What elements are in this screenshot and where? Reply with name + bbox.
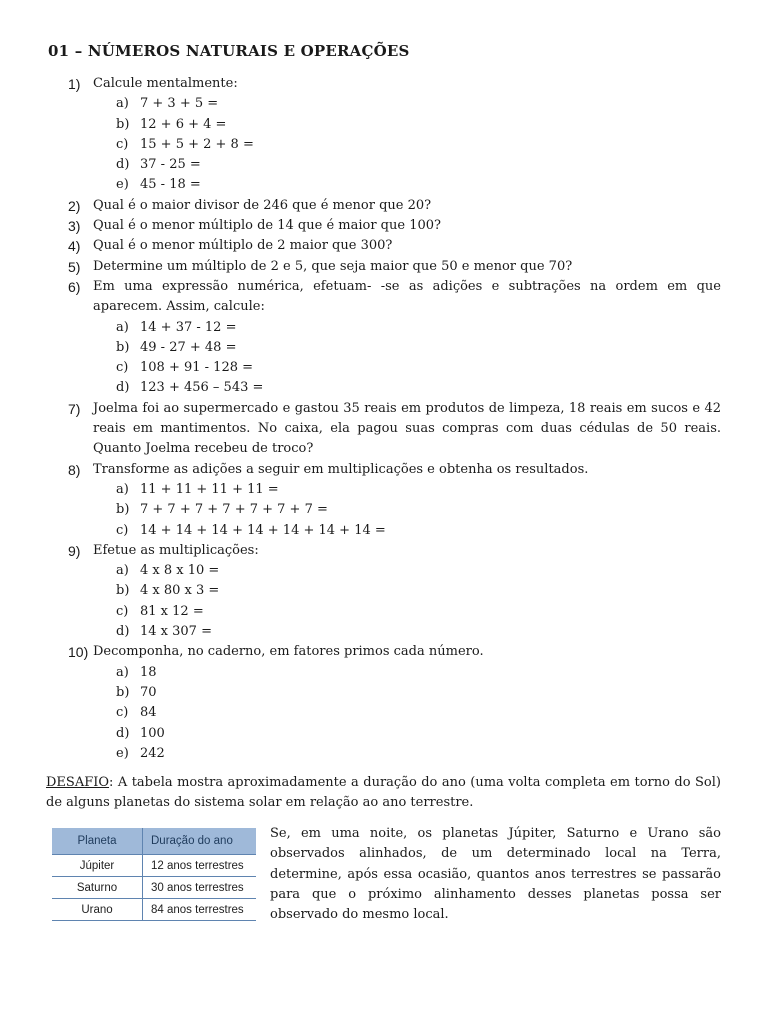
sub-item-text: 81 x 12 = <box>140 603 204 619</box>
sub-item-label: a) <box>116 563 129 579</box>
sub-item <box>0 338 768 358</box>
sub-item-label: a) <box>116 664 129 680</box>
question-text: Decomponha, no caderno, em fatores primos cada número. <box>93 644 484 660</box>
table-cell: Saturno <box>52 877 143 899</box>
question-text: Efetue as multiplicações: <box>93 542 259 558</box>
sub-item-label: a) <box>116 481 129 497</box>
sub-item-text: 14 + 14 + 14 + 14 + 14 + 14 + 14 = <box>140 522 386 538</box>
sub-item-text: 15 + 5 + 2 + 8 = <box>140 136 254 152</box>
question-list <box>0 74 768 764</box>
table-cell: 84 anos terrestres <box>143 899 257 921</box>
sub-item-label: c) <box>116 603 129 619</box>
question-text: Transforme as adições a seguir em multiplicações e obtenha os resultados. <box>93 461 589 477</box>
question-text: Determine um múltiplo de 2 e 5, que seja maior que 50 e menor que 70? <box>93 258 573 274</box>
sub-item-text: 7 + 7 + 7 + 7 + 7 + 7 + 7 = <box>140 502 328 518</box>
sub-item <box>0 622 768 642</box>
sub-item <box>0 115 768 135</box>
sub-item-text: 49 - 27 + 48 = <box>140 339 237 355</box>
sub-item <box>0 744 768 764</box>
sub-item <box>0 155 768 175</box>
sub-item-label: a) <box>116 319 129 335</box>
sub-item-text: 100 <box>140 725 165 741</box>
question-item <box>0 399 768 460</box>
question-number: 8) <box>68 461 81 478</box>
page-title: 01 – NÚMEROS NATURAIS E OPERAÇÕES <box>48 42 410 60</box>
sub-item <box>0 521 768 541</box>
question-item <box>0 216 768 236</box>
question-number: 3) <box>68 218 81 235</box>
sub-item-label: d) <box>116 157 130 173</box>
planet-table-header <box>52 828 256 855</box>
table-row <box>52 855 256 877</box>
table-cell: 12 anos terrestres <box>143 855 257 877</box>
question-text: Qual é o menor múltiplo de 14 que é maior que 100? <box>93 218 441 234</box>
sub-item <box>0 378 768 398</box>
sub-item-text: 7 + 3 + 5 = <box>140 96 219 112</box>
sub-item-label: d) <box>116 380 130 396</box>
sub-item <box>0 724 768 744</box>
sub-item <box>0 358 768 378</box>
question-text: Joelma foi ao supermercado e gastou 35 reais em produtos de limpeza, 18 reais em sucos e 42 reais em mantimentos. No caixa, ela pagou suas compras com duas cédulas de 50 reais. Quanto Joelma recebeu de troco? <box>93 400 721 457</box>
sub-item-label: c) <box>116 522 129 538</box>
sub-item-text: 84 <box>140 705 157 721</box>
sub-item <box>0 135 768 155</box>
table-row <box>52 877 256 899</box>
question-item <box>0 460 768 480</box>
sub-item-text: 11 + 11 + 11 + 11 = <box>140 481 279 497</box>
table-cell: 30 anos terrestres <box>143 877 257 899</box>
question-text: Qual é o maior divisor de 246 que é menor que 20? <box>93 197 432 213</box>
sub-item-text: 12 + 6 + 4 = <box>140 116 227 132</box>
sub-item-label: b) <box>116 502 130 518</box>
sub-item-text: 123 + 456 – 543 = <box>140 380 264 396</box>
sub-item <box>0 318 768 338</box>
question-number: 6) <box>68 278 81 295</box>
question-text: Em uma expressão numérica, efetuam- -se as adições e subtrações na ordem em que aparecem. Assim, calcule: <box>93 278 721 315</box>
sub-item <box>0 581 768 601</box>
question-text: Qual é o menor múltiplo de 2 maior que 300? <box>93 238 393 254</box>
question-item <box>0 541 768 561</box>
header-planeta: Planeta <box>52 828 143 855</box>
sub-item <box>0 703 768 723</box>
sub-item-label: c) <box>116 705 129 721</box>
question-number: 4) <box>68 238 81 255</box>
sub-item-text: 45 - 18 = <box>140 177 201 193</box>
sub-item <box>0 480 768 500</box>
question-item <box>0 257 768 277</box>
question-item <box>0 236 768 256</box>
desafio-intro-text: : A tabela mostra aproximadamente a duração do ano (uma volta completa em torno do Sol) de alguns planetas do sistema solar em relação ao ano terrestre. <box>46 775 721 811</box>
sub-item-text: 70 <box>140 684 157 700</box>
sub-item-text: 4 x 80 x 3 = <box>140 583 220 599</box>
sub-item-text: 108 + 91 - 128 = <box>140 360 254 376</box>
sub-item-text: 18 <box>140 664 157 680</box>
question-number: 1) <box>68 76 81 92</box>
header-duracao: Duração do ano <box>143 828 257 855</box>
sub-item-label: c) <box>116 136 129 152</box>
sub-item-label: b) <box>116 339 130 355</box>
sub-item-text: 14 + 37 - 12 = <box>140 319 237 335</box>
question-item <box>0 74 768 94</box>
desafio-intro <box>46 773 721 814</box>
table-cell: Urano <box>52 899 143 921</box>
sub-item-label: d) <box>116 725 130 741</box>
sub-item-label: c) <box>116 360 129 376</box>
sub-item <box>0 683 768 703</box>
question-item <box>0 277 768 318</box>
sub-item-text: 37 - 25 = <box>140 157 201 173</box>
desafio-question: Se, em uma noite, os planetas Júpiter, Saturno e Urano são observados alinhados, de um determinado local na Terra, determine, após essa ocasião, quantos anos terrestres se passarão para que o próximo alinhamento desses planetas possa ser observado do mesmo local. <box>270 826 721 923</box>
sub-item-label: e) <box>116 177 129 193</box>
sub-item-label: b) <box>116 116 130 132</box>
sub-item <box>0 602 768 622</box>
sub-item <box>0 663 768 683</box>
sub-item-label: b) <box>116 583 130 599</box>
sub-item-label: a) <box>116 96 129 112</box>
sub-item-label: d) <box>116 624 130 640</box>
sub-item-text: 242 <box>140 745 165 761</box>
question-item <box>0 196 768 216</box>
question-number: 7) <box>68 400 81 417</box>
sub-item <box>0 94 768 114</box>
table-row <box>52 899 256 921</box>
planet-table <box>52 828 256 921</box>
question-number: 9) <box>68 542 81 559</box>
sub-item <box>0 175 768 195</box>
question-number: 5) <box>68 258 81 275</box>
table-cell: Júpiter <box>52 855 143 877</box>
sub-item-text: 4 x 8 x 10 = <box>140 563 220 579</box>
question-number: 2) <box>68 197 81 214</box>
sub-item-label: b) <box>116 684 130 700</box>
sub-item-text: 14 x 307 = <box>140 624 212 640</box>
desafio-label: DESAFIO <box>46 775 110 790</box>
sub-item <box>0 500 768 520</box>
question-number: 10) <box>68 644 89 661</box>
question-item <box>0 642 768 662</box>
sub-item <box>0 561 768 581</box>
question-text: Calcule mentalmente: <box>93 76 238 91</box>
sub-item-label: e) <box>116 745 129 761</box>
